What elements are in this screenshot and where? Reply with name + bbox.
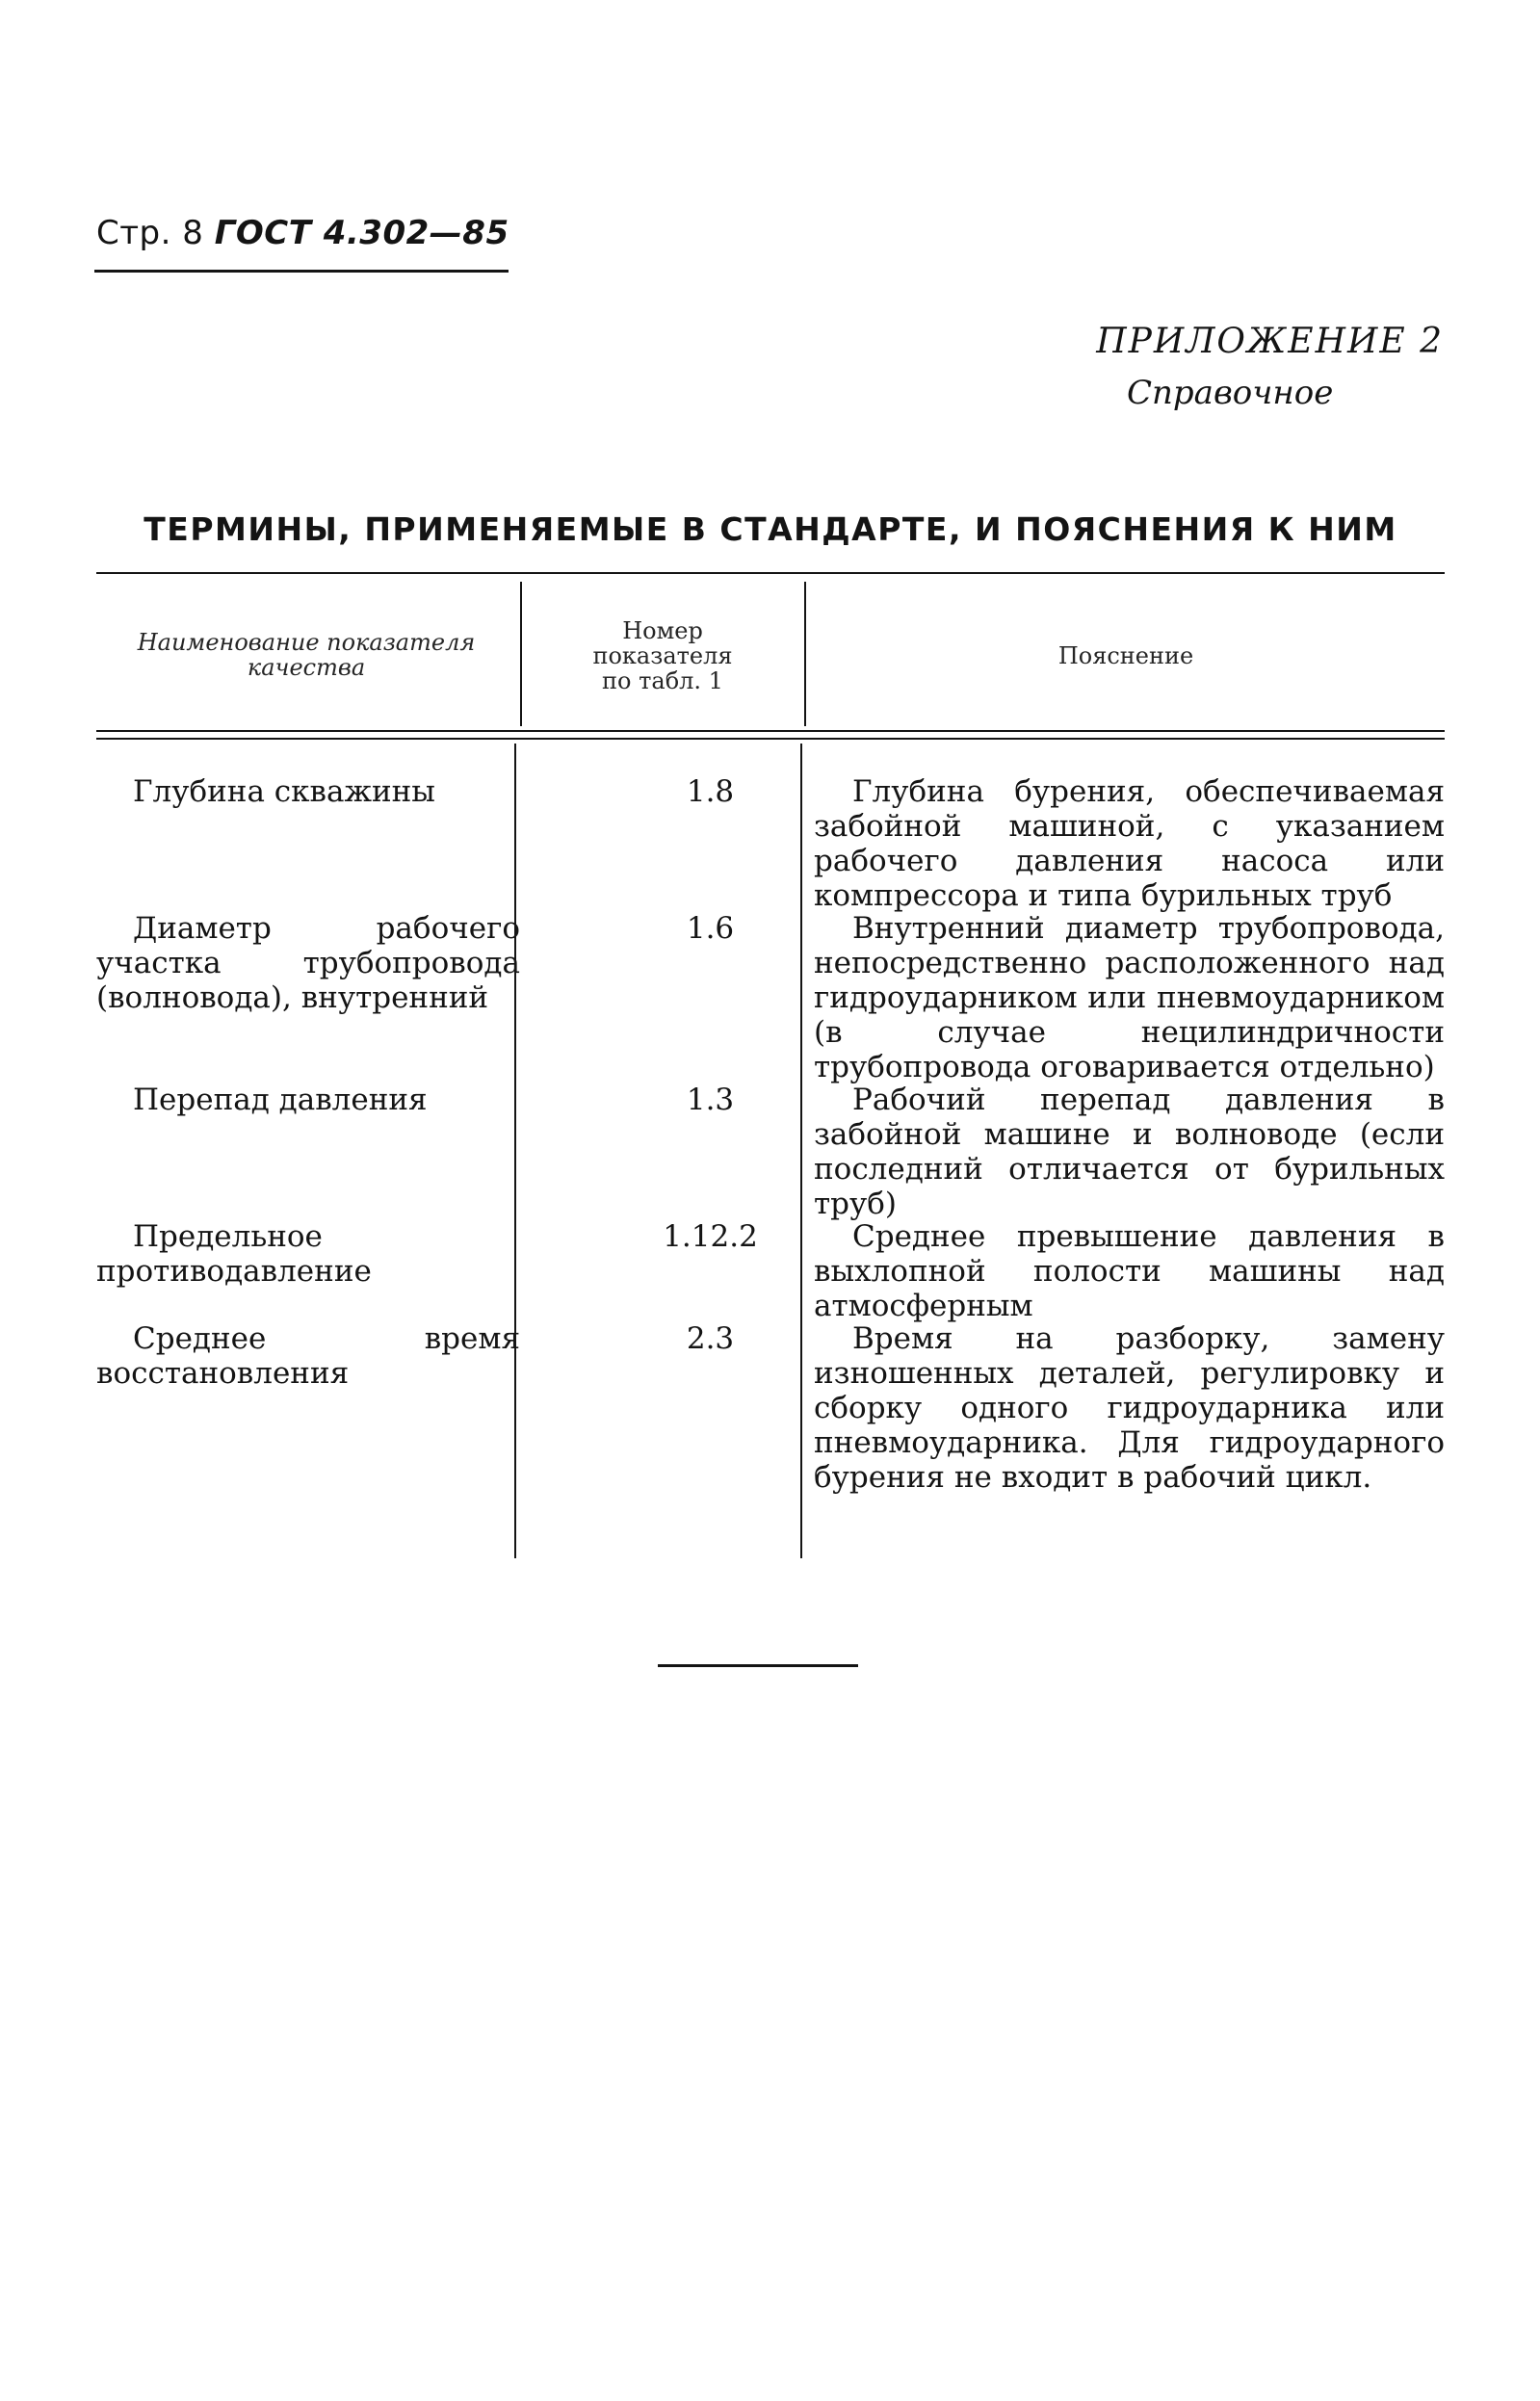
- row-name: Диаметр рабочего участка трубопровода (волновода), внутренний: [96, 911, 520, 1015]
- column-header-name-line2: качества: [247, 654, 366, 681]
- row-name: Глубина скважины: [133, 774, 435, 809]
- row-explanation: Время на разборку, замену изношенных деталей, регулировку и сборку одного гидроударника или пневмоударника. Для гидроударного бурения не входит в рабочий цикл.: [814, 1321, 1445, 1495]
- table-header-rule-2: [96, 738, 1445, 740]
- appendix-subtitle: Справочное: [1127, 374, 1334, 412]
- body-divider-1: [514, 744, 516, 1558]
- row-number: 1.3: [686, 1083, 735, 1117]
- page-header: [96, 214, 509, 252]
- appendix-title: ПРИЛОЖЕНИЕ 2: [1096, 322, 1444, 361]
- column-header-number-line2: показателя: [592, 642, 733, 669]
- body-divider-2: [800, 744, 802, 1558]
- column-header-explanation: Пояснение: [1057, 642, 1194, 669]
- header-divider-2: [804, 582, 806, 726]
- table-header-rule-1: [96, 730, 1445, 732]
- footer-rule: [658, 1664, 858, 1667]
- row-explanation: Глубина бурения, обеспечиваемая забойной машиной, с указанием рабочего давления насоса или компрессора и типа бурильных труб: [814, 774, 1445, 913]
- page-number: Стр. 8: [96, 214, 204, 252]
- column-header-number: [524, 618, 801, 693]
- row-number: 2.3: [686, 1321, 735, 1356]
- row-name: Предельное противодавление: [96, 1219, 372, 1289]
- table-top-rule: [96, 572, 1445, 574]
- row-name: Среднее время восстановления: [96, 1321, 520, 1391]
- column-header-number-line3: по табл. 1: [602, 667, 723, 694]
- row-number: 1.6: [686, 911, 735, 946]
- standard-number: ГОСТ 4.302—85: [214, 214, 509, 252]
- header-rule: [94, 270, 509, 273]
- column-header-number-line1: Номер: [622, 617, 703, 644]
- row-explanation: Рабочий перепад давления в забойной машине и волноводе (если последний отличается от бурильных труб): [814, 1083, 1445, 1221]
- header-divider-1: [520, 582, 522, 726]
- row-explanation: Внутренний диаметр трубопровода, непосредственно расположенного над гидроударником или пневмоударником (в случае нецилиндричности трубопровода оговаривается отдельно): [814, 911, 1445, 1084]
- row-number: 1.12.2: [663, 1219, 758, 1254]
- row-explanation: Среднее превышение давления в выхлопной полости машины над атмосферным: [814, 1219, 1445, 1323]
- row-number: 1.8: [686, 774, 735, 809]
- column-header-name-line1: Наименование показателя: [137, 629, 476, 656]
- column-header-name: [96, 630, 516, 680]
- document-title: ТЕРМИНЫ, ПРИМЕНЯЕМЫЕ В СТАНДАРТЕ, И ПОЯСНЕНИЯ К НИМ: [144, 510, 1397, 548]
- row-name: Перепад давления: [133, 1083, 428, 1117]
